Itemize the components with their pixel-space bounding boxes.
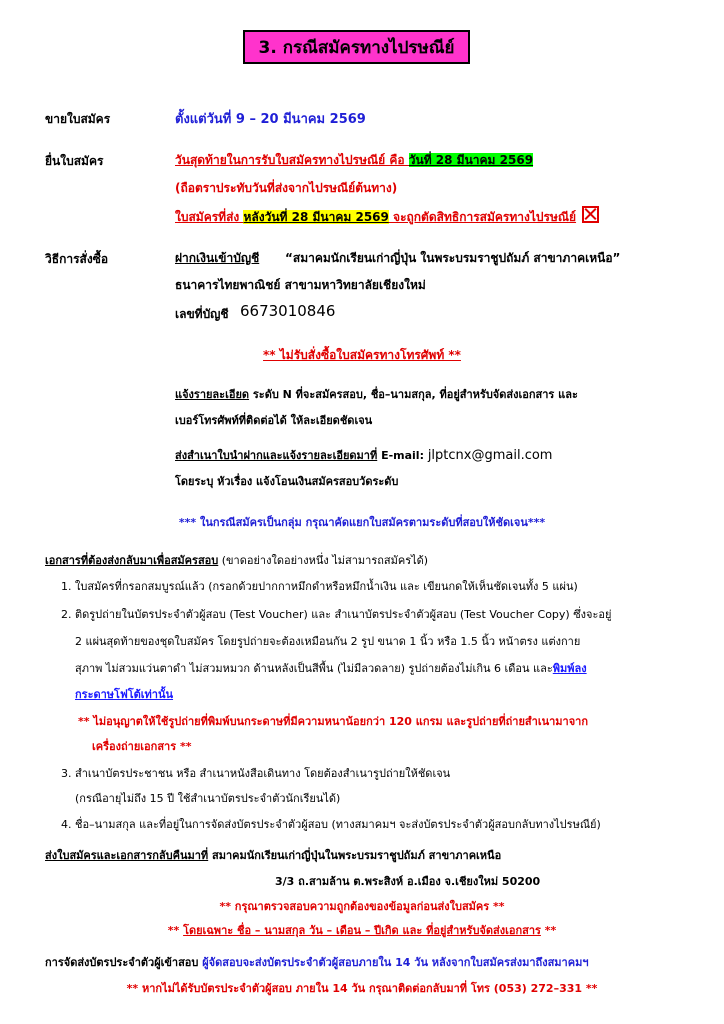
- late-warning: [175, 206, 599, 227]
- delivery-line: [45, 953, 589, 971]
- detail-line-2: เบอร์โทรศัพท์ที่ติดต่อได้ ให้ละเอียดชัดเจน: [175, 414, 373, 427]
- late-date: หลังวันที่ 28 มีนาคม 2569: [243, 210, 389, 224]
- late-text-a: ใบสมัครที่ส่ง: [175, 210, 244, 224]
- doc-item-3-line-2: (กรณีอายุไม่ถึง 15 ปี ใช้สำเนาบัตรประจำตัวนักเรียนได้): [75, 792, 341, 805]
- doc-item-3-line-1: 3. สำเนาบัตรประชาชน หรือ สำเนาหนังสือเดินทาง โดยต้องสำเนารูปถ่ายให้ชัดเจน: [61, 767, 451, 780]
- submit-label: ยื่นใบสมัคร: [45, 154, 104, 168]
- doc-item-4: 4. ชื่อ–นามสกุล และที่อยู่ในการจัดส่งบัตรประจำตัวผู้สอบ (ทางสมาคมฯ จะส่งบัตรประจำตัวผู้สอบกลับทางไปรษณีย์): [61, 818, 601, 831]
- account-name: “สมาคมนักเรียนเก่าญี่ปุ่น ในพระบรมราชูปถัมภ์ สาขาภาคเหนือ”: [285, 251, 621, 265]
- deposit-label: ฝากเงินเข้าบัญชี: [175, 251, 260, 265]
- photo-requirement: สุภาพ ไม่สวมแว่นตาดำ ไม่สวมหมวก ด้านหลังเป็นสีพื้น (ไม่มีลวดลาย) รูปถ่ายต้องไม่เกิน 6 เดือน และ: [75, 662, 553, 675]
- detail-line-1: [175, 385, 578, 403]
- delivery-note: ** หากไม่ได้รับบัตรประจำตัวผู้สอบ ภายใน 14 วัน กรุณาติดต่อกลับมาที่ โทร (053) 272–331 **: [126, 982, 598, 995]
- mail-org: สมาคมนักเรียนเก่าญี่ปุ่นในพระบรมราชูปถัมภ์ สาขาภาคเหนือ: [208, 849, 502, 862]
- cross-box-icon: [582, 206, 599, 223]
- sell-label: ขายใบสมัคร: [45, 112, 111, 126]
- order-label: วิธีการสั่งซื้อ: [45, 252, 109, 266]
- mail-address: 3/3 ถ.สามล้าน ต.พระสิงห์ อ.เมือง จ.เชียงใหม่ 50200: [275, 875, 541, 888]
- mail-heading-line: [45, 846, 501, 864]
- bank-name: ธนาคารไทยพาณิชย์ สาขามหาวิทยาลัยเชียงใหม่: [175, 278, 426, 292]
- docs-heading: เอกสารที่ต้องส่งกลับมาเพื่อสมัครสอบ: [45, 554, 219, 567]
- delivery-text: ผู้จัดสอบจะส่งบัตรประจำตัวผู้สอบภายใน 14 วัน หลังจากใบสมัครส่งมาถึงสมาคมฯ: [198, 956, 589, 969]
- page-title: [243, 30, 470, 64]
- postmark-note: (ถือตราประทับวันที่ส่งจากไปรษณีย์ต้นทาง): [175, 181, 398, 195]
- sell-dates: ตั้งแต่วันที่ 9 – 20 มีนาคม 2569: [175, 112, 366, 127]
- photo-warning-line-2: เครื่องถ่ายเอกสาร **: [92, 740, 192, 753]
- subject-note: โดยระบุ หัวเรื่อง แจ้งโอนเงินสมัครสอบวัดระดับ: [175, 475, 399, 488]
- late-text-c: จะถูกตัดสิทธิการสมัครทางไปรษณีย์: [388, 210, 577, 224]
- especially-close: **: [540, 924, 557, 937]
- email-address[interactable]: jlptcnx@gmail.com: [427, 448, 553, 463]
- delivery-label: การจัดส่งบัตรประจำตัวผู้เข้าสอบ: [45, 956, 199, 969]
- doc-item-2-line-2: 2 แผ่นสุดท้ายของชุดใบสมัคร โดยรูปถ่ายจะต้องเหมือนกัน 2 รูป ขนาด 1 นิ้ว หรือ 1.5 นิ้ว หน้าตรง แต่งกาย: [75, 635, 581, 648]
- account-number: 6673010846: [240, 302, 336, 320]
- group-note: *** ในกรณีสมัครเป็นกลุ่ม กรุณาคัดแยกใบสมัครตามระดับที่สอบให้ชัดเจน***: [178, 516, 546, 529]
- photo-paper-b: กระดาษโฟโต้เท่านั้น: [75, 688, 174, 701]
- deadline-text: วันสุดท้ายในการรับใบสมัครทางไปรษณีย์ คือ: [175, 153, 409, 167]
- check-data-note: ** กรุณาตรวจสอบความถูกต้องของข้อมูลก่อนส่งใบสมัคร **: [219, 900, 505, 913]
- send-slip-heading: ส่งสำเนาใบนำฝากและแจ้งรายละเอียดมาที่: [175, 449, 378, 462]
- detail-heading: แจ้งรายละเอียด: [175, 388, 250, 401]
- doc-item-2-line-1: 2. ติดรูปถ่ายในบัตรประจำตัวผู้สอบ (Test Voucher) และ สำเนาบัตรประจำตัวผู้สอบ (Test Voucher Copy) ซึ่งจะอยู่: [61, 608, 612, 621]
- photo-warning-line-1: ** ไม่อนุญาตให้ใช้รูปถ่ายที่พิมพ์บนกระดาษที่มีความหนาน้อยกว่า 120 แกรม และรูปถ่ายที่ถ่ายสำเนามาจาก: [78, 715, 588, 728]
- account-number-label: เลขที่บัญชี: [175, 307, 229, 321]
- doc-item-2-line-3: [75, 659, 587, 677]
- deadline-date: วันที่ 28 มีนาคม 2569: [408, 153, 534, 167]
- detail-text: ระดับ N ที่จะสมัครสอบ, ชื่อ–นามสกุล, ที่อยู่สำหรับจัดส่งเอกสาร และ: [249, 388, 578, 401]
- send-slip-line: [175, 446, 552, 464]
- especially-text: โดยเฉพาะ ชื่อ – นามสกุล วัน – เดือน – ปีเกิด และ ที่อยู่สำหรับจัดส่งเอกสาร: [183, 924, 541, 937]
- especially-open: **: [167, 924, 184, 937]
- photo-paper-a: พิมพ์ลง: [552, 662, 587, 675]
- docs-heading-line: [45, 551, 428, 569]
- mail-heading: ส่งใบสมัครและเอกสารกลับคืนมาที่: [45, 849, 209, 862]
- no-phone-order: ** ไม่รับสั่งซื้อใบสมัครทางโทรศัพท์ **: [263, 348, 461, 362]
- email-label: E-mail:: [377, 449, 428, 462]
- doc-item-1: 1. ใบสมัครที่กรอกสมบูรณ์แล้ว (กรอกด้วยปากกาหมึกดำหรือหมึกน้ำเงิน และ เขียนกดให้เห็นชัดเจนทั้ง 5 แผ่น): [61, 580, 578, 593]
- page-title-text: 3. กรณีสมัครทางไปรษณีย์: [258, 37, 455, 58]
- submit-deadline: [175, 151, 533, 170]
- especially-note: [0, 921, 724, 939]
- docs-heading-note: (ขาดอย่างใดอย่างหนึ่ง ไม่สามารถสมัครได้): [218, 554, 429, 567]
